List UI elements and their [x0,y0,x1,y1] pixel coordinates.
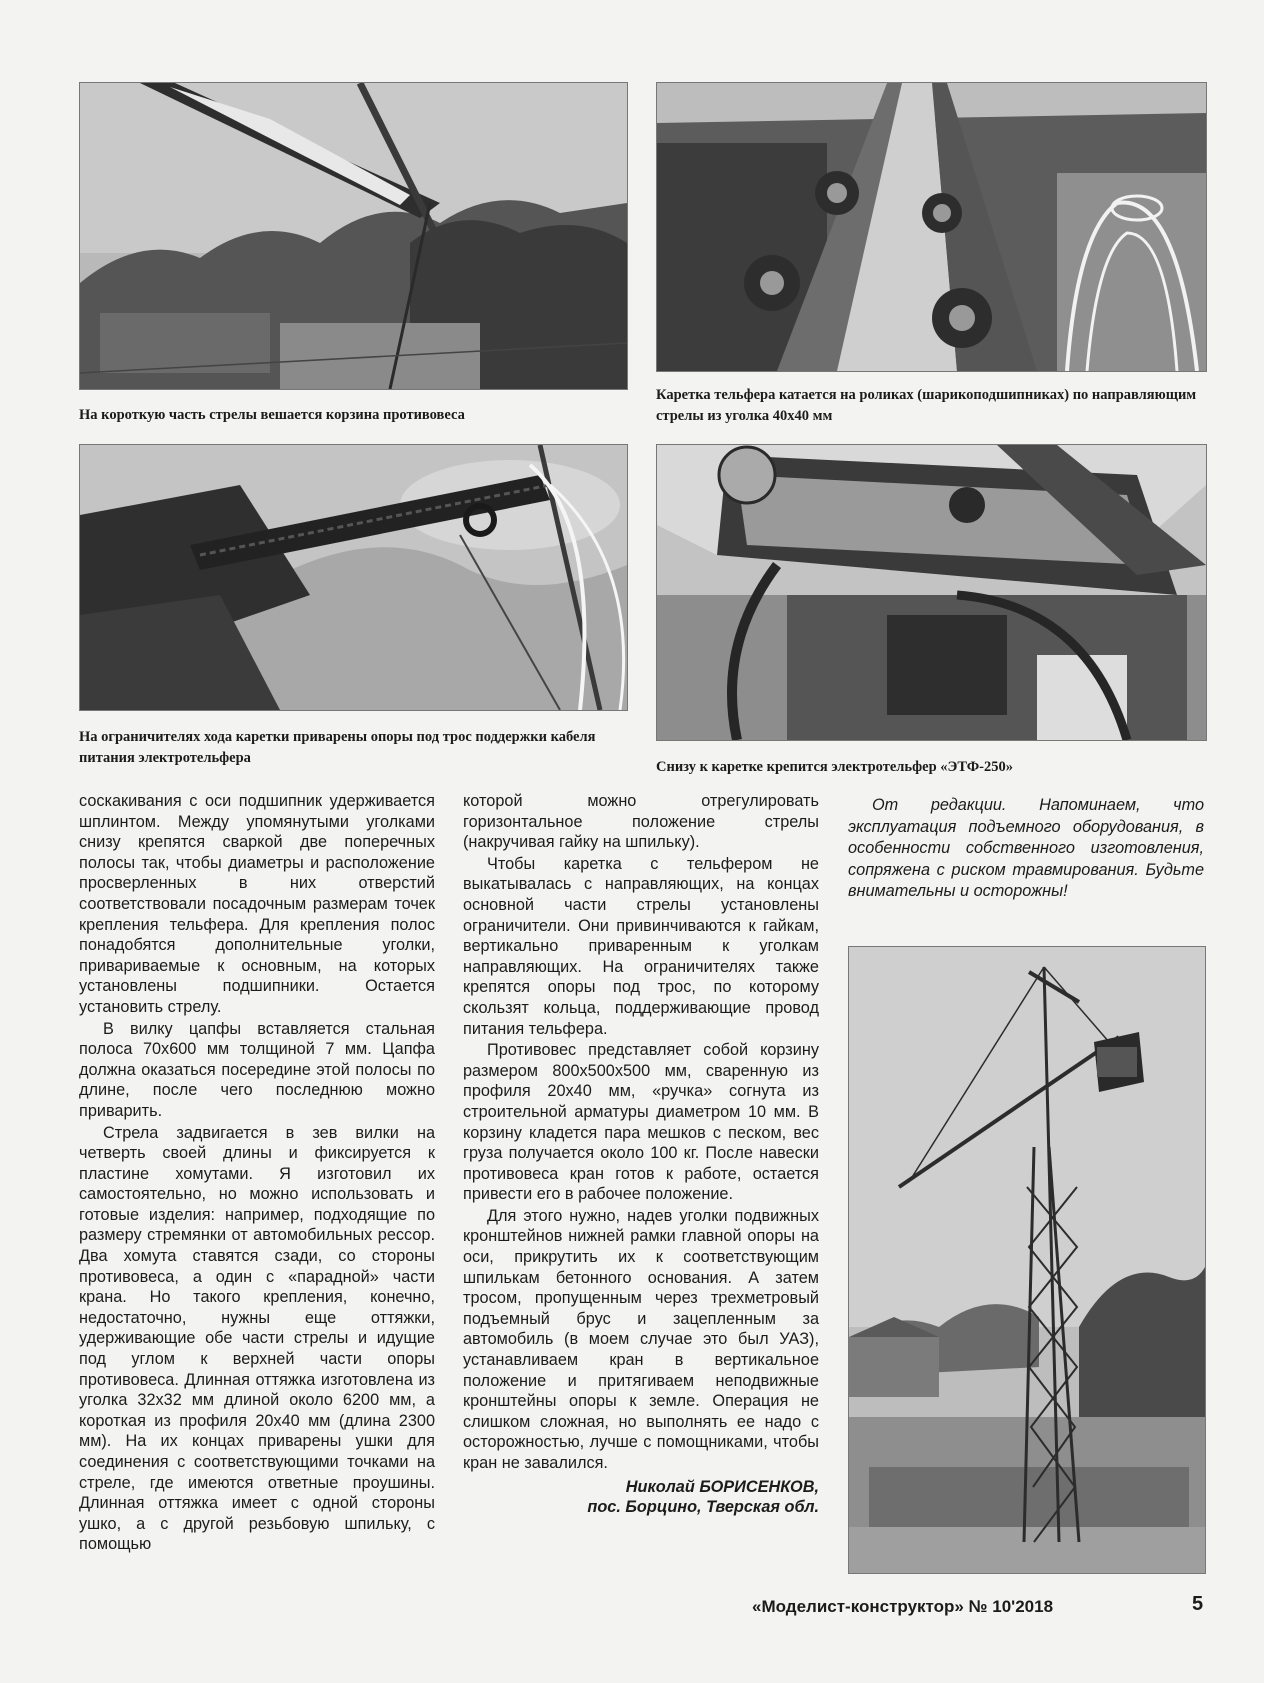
photo-tower-crane-image [849,947,1205,1573]
caption-photo1: На короткую часть стрелы вешается корзина противовеса [79,407,465,423]
photo-electric-hoist-image [657,445,1206,740]
article-col2-paragraph: Чтобы каретка с тельфером не выкатывалась с направляющих, на концах основной части стрелы установлены ограничители. Они привинчиваются к гайкам, вертикально приваренным к уголкам направляющих. На ограничителях также крепятся опоры под трос, по которому скользят кольца, поддерживающие провод питания тельфера. [463,854,819,1038]
caption-photo2: Каретка тельфера катается на роликах (шарикоподшипниках) по направляющим стрелы из уголка 40х40 мм [656,387,1197,424]
photo-limiter-cable-support-image [80,445,627,710]
caption-photo4: Снизу к каретке крепится электротельфер «ЭТФ-250» [656,759,1013,775]
article-column-1 [79,791,435,1555]
page-number: 5 [1192,1593,1204,1615]
article-col2-paragraph: Для этого нужно, надев уголки подвижных кронштейнов нижней рамки главной опоры на оси, прикрутить их к соответствующим шпилькам бетонного основания. А затем тросом, пропущенным через трехметровый подъемный брус и зацепленным за автомобиль (в моем случае это был УАЗ), устанавливаем кран в вертикальное положение и притягиваем неподвижные кронштейны опоры к земле. Операция не слишком сложная, но выполнять ее надо с осторожностью, лучше с помощниками, чтобы кран не завалился. [463,1206,819,1472]
photo-carriage-rollers-image [657,83,1206,371]
photo-limiter-cable-support [79,444,628,711]
photo-boom-counterweight-image [80,83,627,389]
author-name: Николай БОРИСЕНКОВ, [625,1477,819,1496]
caption-photo3: На ограничителях хода каретки приварены опоры под трос поддержки кабеля питания электротельфера [79,729,596,766]
photo-boom-counterweight [79,82,628,390]
article-column-2 [463,791,819,1518]
photo-tower-crane [848,946,1206,1574]
editor-note: От редакции. Напоминаем, что эксплуатация подъемного оборудования, в особенности собственного изготовления, сопряжена с риском травмирования. Будьте внимательны и осторожны! [848,796,1204,900]
photo-carriage-rollers [656,82,1207,372]
article-col1-paragraph: Стрела задвигается в зев вилки на четверть своей длины и фиксируется к пластине хомутами. Я изготовил их самостоятельно, но можно использовать и готовые изделия: например, подходящие по размеру стремянки от автомобильных рессор. Два хомута ставятся сзади, со стороны противовеса, а один с «парадной» части крана. Но такого крепления, конечно, недостаточно, нужны еще оттяжки, удерживающие обе части стрелы и идущие под углом к верхней части опоры противовеса. Длинная оттяжка изготовлена из уголка 32х32 мм длиной около 6200 мм, а короткая из профиля 20х40 мм (длина 2300 мм). На их концах приварены ушки для соединения с соответствующими точками на стреле, где имеются ответные проушины. Длинная оттяжка имеет с одной стороны ушко, а с другой резьбовую шпильку, с помощью [79,1123,435,1554]
author-location: пос. Борцино, Тверская обл. [587,1498,819,1517]
article-col1-paragraph: соскакивания с оси подшипник удерживается шплинтом. Между упомянутыми уголками снизу крепятся сваркой две поперечных полосы так, чтобы диаметры и расположение просверленных в них отверстий соответствовали посадочным размерам точек крепления тельфера. Для крепления полос понадобятся дополнительные уголки, привариваемые к основным, на которых установлены подшипники. Остается установить стрелу. [79,792,435,1016]
photo-electric-hoist [656,444,1207,741]
article-col2-paragraph: Противовес представляет собой корзину размером 800х500х500 мм, сваренную из профиля 20х40 мм, «ручка» согнута из строительной арматуры диаметром 10 мм. В корзину кладется пара мешков с песком, вес груза получается около 100 кг. После навески противовеса кран готов к работе, остается привести его в рабочее положение. [463,1041,819,1204]
footer-magazine-title: «Моделист-конструктор» № 10'2018 [752,1597,1054,1616]
article-col1-paragraph: В вилку цапфы вставляется стальная полоса 70х600 мм толщиной 7 мм. Цапфа должна оказаться посередине этой полосы по длине, после чего последнюю можно приварить. [79,1019,435,1120]
article-col2-paragraph: которой можно отрегулировать горизонтальное положение стрелы (накручивая гайку на шпильку). [463,792,819,852]
